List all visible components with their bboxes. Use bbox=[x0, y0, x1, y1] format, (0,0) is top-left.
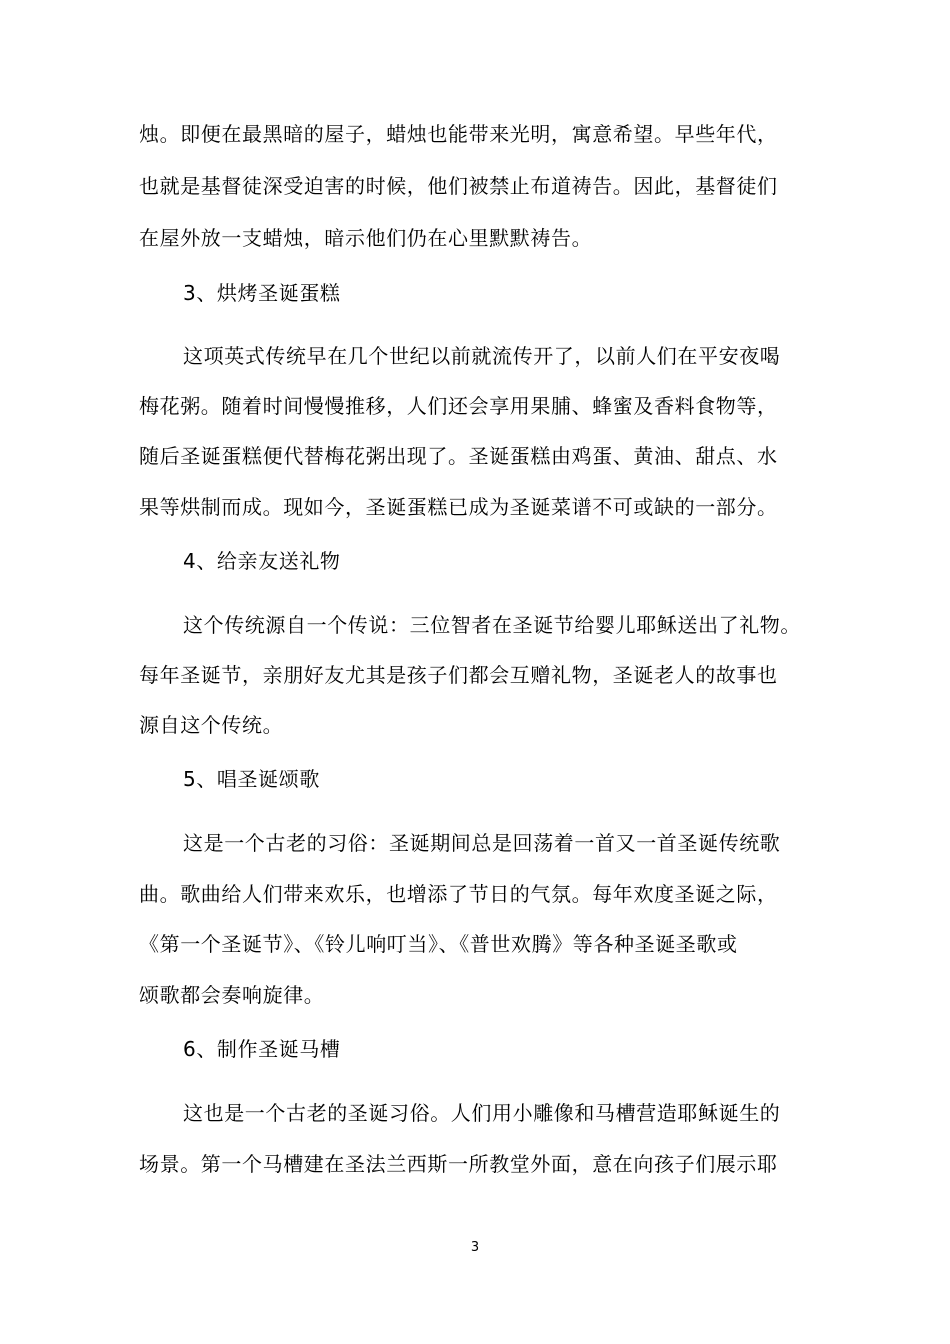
text-line: 这是一个古老的习俗：圣诞期间总是回荡着一首又一首圣诞传统歌 bbox=[183, 831, 781, 855]
text-line: 梅花粥。随着时间慢慢推移，人们还会享用果脯、蜂蜜及香料食物等， bbox=[139, 394, 778, 418]
text-line: 烛。即便在最黑暗的屋子，蜡烛也能带来光明，寓意希望。早些年代， bbox=[139, 122, 778, 146]
text-line: 源自这个传统。 bbox=[139, 713, 284, 737]
text-line: 也就是基督徒深受迫害的时候，他们被禁止布道祷告。因此，基督徒们 bbox=[139, 174, 778, 198]
text-line: 场景。第一个马槽建在圣法兰西斯一所教堂外面，意在向孩子们展示耶 bbox=[139, 1152, 778, 1176]
section-heading: 6、制作圣诞马槽 bbox=[183, 1037, 341, 1061]
text-line: 随后圣诞蛋糕便代替梅花粥出现了。圣诞蛋糕由鸡蛋、黄油、甜点、水 bbox=[139, 444, 778, 468]
text-line: 每年圣诞节，亲朋好友尤其是孩子们都会互赠礼物，圣诞老人的故事也 bbox=[139, 663, 778, 687]
text-line: 这项英式传统早在几个世纪以前就流传开了，以前人们在平安夜喝 bbox=[183, 344, 781, 368]
text-line: 这也是一个古老的圣诞习俗。人们用小雕像和马槽营造耶稣诞生的 bbox=[183, 1101, 781, 1125]
section-heading: 4、给亲友送礼物 bbox=[183, 549, 341, 573]
text-line: 《第一个圣诞节》、《铃儿响叮当》、《普世欢腾》等各种圣诞圣歌或 bbox=[139, 932, 738, 956]
text-line: 曲。歌曲给人们带来欢乐，也增添了节日的气氛。每年欢度圣诞之际， bbox=[139, 882, 778, 906]
text-line: 在屋外放一支蜡烛，暗示他们仍在心里默默祷告。 bbox=[139, 226, 593, 250]
text-line: 这个传统源自一个传说：三位智者在圣诞节给婴儿耶稣送出了礼物。 bbox=[183, 613, 801, 637]
section-heading: 5、唱圣诞颂歌 bbox=[183, 767, 320, 791]
text-line: 果等烘制而成。现如今，圣诞蛋糕已成为圣诞菜谱不可或缺的一部分。 bbox=[139, 495, 778, 519]
page-number: 3 bbox=[470, 1240, 480, 1255]
text-line: 颂歌都会奏响旋律。 bbox=[139, 983, 325, 1007]
section-heading: 3、烘烤圣诞蛋糕 bbox=[183, 281, 341, 305]
